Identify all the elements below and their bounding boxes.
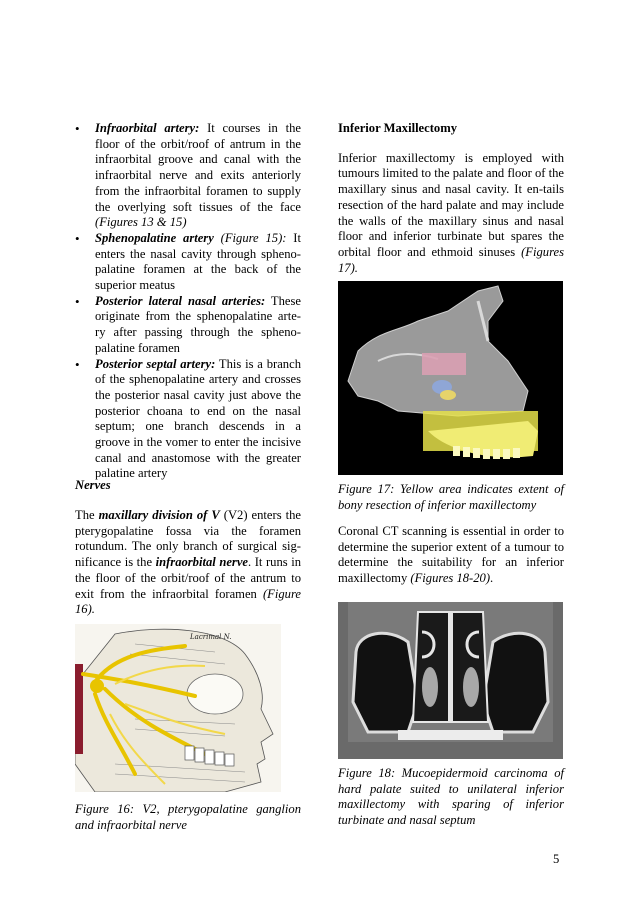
text-run: . It runs in the floor of the orbit/roof of the antrum to exit from the infraorbital foramen <box>75 555 301 601</box>
bullet-term: Sphenopalatine artery <box>95 230 214 245</box>
figure-16-label: Lacrimal N. <box>190 633 232 641</box>
text-run: Inferior maxillectomy is employed with tumours limited to the palate and floor of the maxillary sinus and nasal cavity. It en-tails resection of the hard palate and may include the walls of the maxillary sinus and nasal floor and inferior turbinate but spares the orbital floor and ethmoid sinuses <box>338 150 564 259</box>
bullet-term: Posterior lateral nasal arteries: <box>95 293 266 308</box>
bullet-text: This is a branch of the sphenopalatine artery and crosses the posterior nasal cavity just above the posterior choana to end on the nasal septum; one branch descends in a groove in the vomer to enter the incisive canal and anastomose with the greater palatine artery <box>95 356 301 481</box>
bullet-term: Posterior septal artery: <box>95 356 216 371</box>
figure-17-caption: Figure 17: Yellow area indicates extent of bony resection of inferior maxillectomy <box>338 482 564 512</box>
bullet-term: Infraorbital artery: <box>95 121 200 135</box>
list-item <box>75 231 301 294</box>
left-column <box>75 121 301 482</box>
artery-bullet-list <box>75 121 301 482</box>
inferior-maxillectomy-paragraph <box>338 151 564 277</box>
bullet-text: It enters the nasal cavity through spheno-palatine foramen at the back of the superior meatus <box>95 230 302 293</box>
figure-16-caption: Figure 16: V2, pterygopalatine ganglion and infraorbital nerve <box>75 802 301 832</box>
list-item <box>75 121 301 231</box>
emphasis-term: maxillary division of V <box>98 508 220 522</box>
list-item <box>75 294 301 357</box>
nerves-heading: Nerves <box>75 478 111 492</box>
nerves-paragraph <box>75 508 301 618</box>
text-run: . <box>490 571 494 586</box>
figure-16-nerve-illustration <box>75 624 281 792</box>
right-column <box>338 121 564 276</box>
figure-reference: (Figures 18-20) <box>410 571 491 586</box>
figure-18-caption: Figure 18: Mucoepidermoid carcinoma of hard palate suited to unilateral inferior maxillectomy with sparing of inferior turbinate and nasal septum <box>338 766 564 828</box>
list-item <box>75 357 301 483</box>
bullet-text: These originate from the sphenopalatine arte-ry after passing through the spheno-palatine foramen <box>95 293 301 355</box>
emphasis-term: infraorbital nerve <box>155 555 249 570</box>
text-run: The <box>75 508 99 522</box>
figure-17-drawing <box>338 281 563 475</box>
figure-17-skull-image <box>338 281 563 475</box>
page-number: 5 <box>553 852 560 866</box>
figure-16-drawing <box>75 624 281 792</box>
section-heading: Inferior Maxillectomy <box>338 121 458 135</box>
text-run: Coronal CT scanning is essential in order to determine the superior extent of a tumour to determine the suitability for an inferior maxillectomy <box>338 524 564 586</box>
coronal-ct-paragraph <box>338 524 564 587</box>
figure-18-drawing <box>338 602 563 759</box>
bullet-text: It courses in the floor of the orbit/roof of antrum in the infraorbital groove and canal with the infraorbital nerve and exits anteriorly from the infraorbital foramen to supply the overlying soft tissues of the face <box>95 121 301 214</box>
figure-reference: (Figure 15): <box>213 230 287 245</box>
figure-reference: (Figure 16). <box>75 586 301 617</box>
figure-reference: (Figures 13 & 15) <box>95 215 187 230</box>
figure-18-ct-image <box>338 602 563 759</box>
text-run: (V2) enters the pterygopalatine fossa via the foramen rotundum. The only branch of surgical sig-nificance is the <box>75 508 301 570</box>
figure-reference: (Figures 17). <box>338 244 564 275</box>
